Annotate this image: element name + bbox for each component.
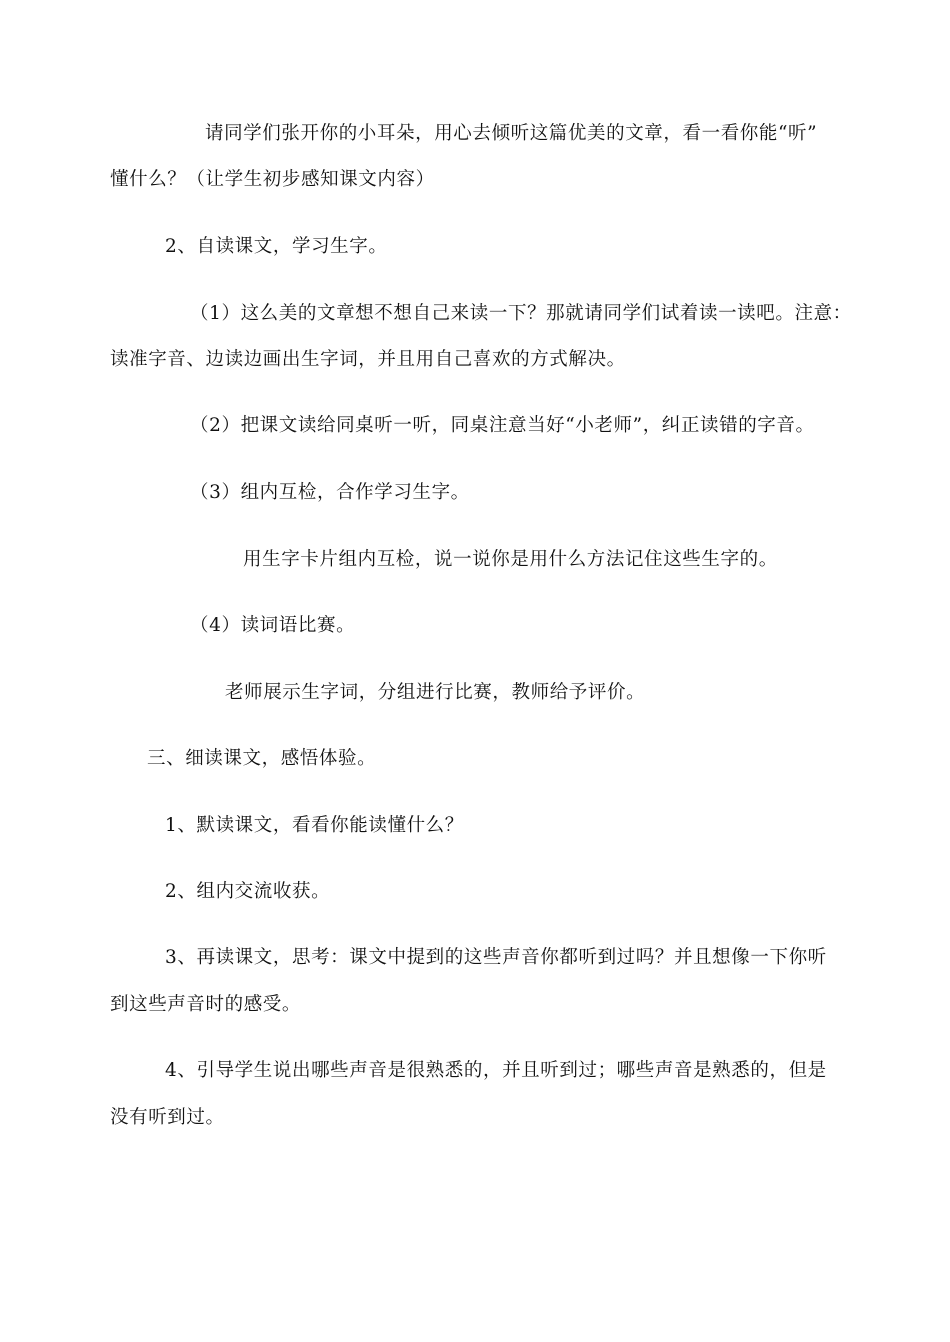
paragraph-line: 4、引导学生说出哪些声音是很熟悉的，并且听到过；哪些声音是熟悉的，但是 <box>165 1060 827 1081</box>
paragraph-line: 读准字音、边读边画出生字词，并且用自己喜欢的方式解决。 <box>110 349 626 370</box>
paragraph-line: 请同学们张开你的小耳朵，用心去倾听这篇优美的文章，看一看你能“听” <box>205 123 818 144</box>
section-heading: 三、细读课文，感悟体验。 <box>147 748 377 769</box>
paragraph-line: 到这些声音时的感受。 <box>110 994 302 1015</box>
paragraph-line: 3、再读课文，思考：课文中提到的这些声音你都听到过吗？并且想像一下你听 <box>165 947 827 968</box>
paragraph-line: （1）这么美的文章想不想自己来读一下？那就请同学们试着读一读吧。注意： <box>190 303 852 324</box>
paragraph-line: 1、默读课文，看看你能读懂什么？ <box>165 815 464 836</box>
paragraph-line: （3）组内互检，合作学习生字。 <box>190 482 470 503</box>
paragraph-line: 老师展示生字词，分组进行比赛，教师给予评价。 <box>225 682 646 703</box>
paragraph-line: （4）读词语比赛。 <box>190 615 356 636</box>
paragraph-line: （2）把课文读给同桌听一听，同桌注意当好“小老师”，纠正读错的字音。 <box>190 415 815 436</box>
paragraph-line: 懂什么？（让学生初步感知课文内容） <box>110 169 435 190</box>
section-heading: 2、自读课文，学习生字。 <box>165 236 388 257</box>
paragraph-line: 没有听到过。 <box>110 1107 225 1128</box>
paragraph-line: 用生字卡片组内互检，说一说你是用什么方法记住这些生字的。 <box>243 549 778 570</box>
paragraph-line: 2、组内交流收获。 <box>165 881 331 902</box>
